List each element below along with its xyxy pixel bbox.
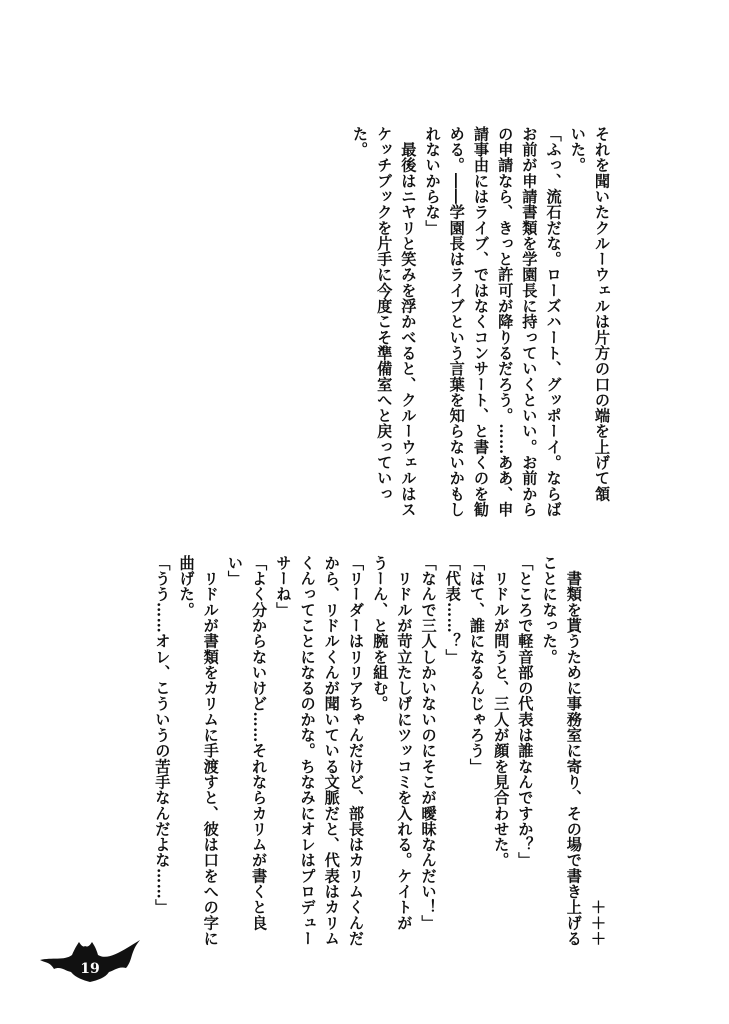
text-line: リドルが書類をカリムに手渡すと、彼は口をへの字に bbox=[201, 555, 220, 947]
page-number: 19 bbox=[80, 961, 100, 977]
text-line: た。 bbox=[350, 126, 369, 158]
text-line: 「うう……オレ、こういうの苦手なんだよな……」 bbox=[153, 555, 172, 915]
text-line: 「ところで軽音部の代表は誰なんですか？」 bbox=[516, 555, 535, 868]
text-line: ケッチブックを片手に今度こそ準備室へと戻っていっ bbox=[375, 126, 394, 502]
text-line: リドルが苛立たしげにツッコミを入れる。ケイトが bbox=[395, 555, 414, 931]
text-line: ことになった。 bbox=[540, 555, 559, 665]
text-line: 「なんで三人しかいないのにそこが曖昧なんだい！」 bbox=[419, 555, 438, 931]
text-line: いた。 bbox=[568, 126, 587, 173]
text-block-top bbox=[348, 126, 614, 518]
text-line: の申請なら、きっと許可が降りるだろう。……ああ、申 bbox=[496, 126, 515, 518]
text-line: 請事由にはライブ、ではなくコンサート、と書くのを勧 bbox=[471, 126, 490, 518]
text-line: から、リドルくんが聞いている文脈だと、代表はカリム bbox=[322, 555, 341, 947]
text-line: 「リーダーはリリアちゃんだけど、部長はカリムくんだ bbox=[346, 555, 365, 947]
text-line: れないからな」 bbox=[423, 126, 442, 236]
text-line: くんってことになるのかな。ちなみにオレはプロデュー bbox=[298, 555, 317, 947]
text-line: い」 bbox=[225, 555, 244, 587]
text-line: 曲げた。 bbox=[177, 555, 196, 618]
text-line: める。――学園長はライブという言葉を知らないかもし bbox=[447, 126, 466, 518]
text-line: サーね」 bbox=[274, 555, 293, 618]
text-line: リドルが問うと、三人が顔を見合わせた。 bbox=[492, 555, 511, 868]
text-line: 「代表……？」 bbox=[443, 555, 462, 665]
text-block-bottom bbox=[150, 555, 610, 947]
text-line: ＋＋＋ bbox=[589, 555, 607, 947]
text-line: それを聞いたクルーウェルは片方の口の端を上げて頷 bbox=[593, 126, 611, 502]
text-line: 「よく分からないけど……それならカリムが書くと良 bbox=[250, 555, 269, 931]
text-line: 最後はニヤリと笑みを浮かべると、クルーウェルはス bbox=[399, 126, 418, 518]
text-line: 書類を貰うために事務室に寄り、その場で書き上げる bbox=[564, 555, 583, 947]
text-line: お前が申請書類を学園長に持っていくといい。お前から bbox=[520, 126, 539, 518]
text-line: 「はて、誰になるんじゃろう」 bbox=[467, 555, 486, 775]
text-line: うーん、と腕を組む。 bbox=[371, 555, 390, 712]
text-line: 「ふっ、流石だな。ローズハート、グッポーイ。ならば bbox=[544, 126, 563, 518]
